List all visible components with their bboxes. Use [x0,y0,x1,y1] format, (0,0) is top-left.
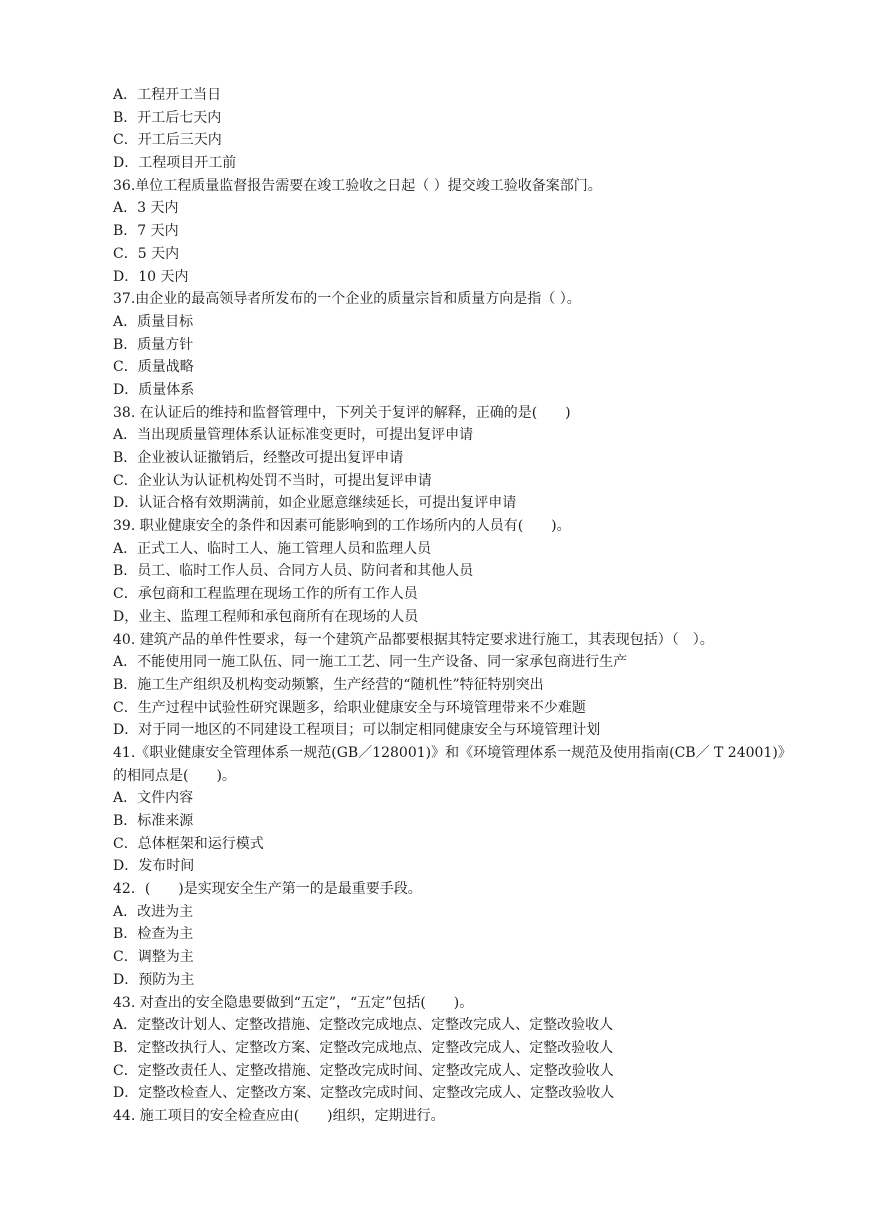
option-a-36: A．3 天内 [113,200,179,217]
option-b-36: B．7 天内 [113,223,179,240]
question-43: 43. 对查出的安全隐患要做到“五定”，“五定”包括( )。 [113,994,474,1011]
option-a-41: A．文件内容 [113,790,194,807]
option-d-38: D．认证合格有效期满前，如企业愿意继续延长，可提出复评申请 [113,495,517,512]
question-38: 38. 在认证后的维持和监督管理中，下列关于复评的解释，正确的是( ) [113,404,571,421]
option-b-41: B．标准来源 [113,813,194,829]
option-b-39: B．员工、临时工作人员、合同方人员、防问者和其他人员 [113,563,474,580]
option-a-42: A．改进为主 [113,903,194,920]
option-b-37: B．质量方针 [113,336,194,353]
question-40: 40. 建筑产品的单件性要求，每一个建筑产品都要根据其特定要求进行施工，其表现包括）（ ）。 [113,631,714,648]
option-d-42: D．预防为主 [113,971,195,988]
document-text [113,84,813,1128]
option-c-35: C．开工后三天内 [113,132,222,149]
option-a-37: A．质量目标 [113,313,194,330]
option-d-37: D．质量体系 [113,381,195,398]
option-b-40: B．施工生产组织及机构变动频繁，生产经营的“随机性”特征特别突出 [113,676,544,693]
option-a-38: A．当出现质量管理体系认证标准变更时，可提出复评申请 [113,427,474,444]
option-c-42: C．调整为主 [113,949,194,966]
option-c-36: C．5 天内 [113,245,180,262]
option-a-40: A．不能使用同一施工队伍、同一施工工艺、同一生产设备、同一家承包商进行生产 [113,654,628,671]
option-c-41: C．总体框架和运行模式 [113,835,264,852]
option-c-39: C．承包商和工程监理在现场工作的所有工作人员 [113,586,418,603]
question-41: 41.《职业健康安全管理体系一规范(GB／128001)》和《环境管理体系一规范及使用指南(CB／ T 24001)》 [113,744,792,761]
option-d-41: D．发布时间 [113,858,195,875]
option-a-43: A．定整改计划人、定整改措施、定整改完成地点、定整改完成人、定整改验收人 [113,1017,614,1034]
option-d-39: D，业主、监理工程师和承包商所有在现场的人员 [113,608,419,625]
option-d-35: D．工程项目开工前 [113,155,237,172]
question-41-continued: 的相同点是( )。 [113,767,236,784]
option-d-40: D．对于同一地区的不同建设工程项目；可以制定相同健康安全与环境管理计划 [113,722,601,739]
question-37: 37.由企业的最高领导者所发布的一个企业的质量宗旨和质量方向是指（ ）。 [113,291,581,308]
option-b-42: B．检查为主 [113,926,194,943]
option-b-38: B．企业被认证撤销后，经整改可提出复评申请 [113,450,404,466]
option-d-36: D．10 天内 [113,268,189,285]
option-c-37: C．质量战略 [113,359,194,376]
option-c-43: C．定整改责任人、定整改措施、定整改完成时间、定整改完成人、定整改验收人 [113,1062,614,1079]
option-a-39: A．正式工人、临时工人、施工管理人员和监理人员 [113,540,432,557]
option-b-35: B．开工后七天内 [113,109,222,126]
option-d-43: D．定整改检查人、定整改方案、定整改完成时间、定整改完成人、定整改验收人 [113,1085,615,1102]
option-c-38: C．企业认为认证机构处罚不当时，可提出复评申请 [113,472,432,489]
option-c-40: C．生产过程中试验性研究课题多，给职业健康安全与环境管理带来不少难题 [113,699,586,716]
question-42: 42．( )是实现安全生产第一的是最重要手段。 [113,881,422,898]
option-a-35: A．工程开工当日 [113,87,222,103]
question-39: 39. 职业健康安全的条件和因素可能影响到的工作场所内的人员有( )。 [113,518,571,535]
question-36: 36.单位工程质量监督报告需要在竣工验收之日起（ ）提交竣工验收备案部门。 [113,177,602,194]
option-b-43: B．定整改执行人、定整改方案、定整改完成地点、定整改完成人、定整改验收人 [113,1039,614,1056]
question-44: 44. 施工项目的安全检查应由( )组织，定期进行。 [113,1107,445,1124]
